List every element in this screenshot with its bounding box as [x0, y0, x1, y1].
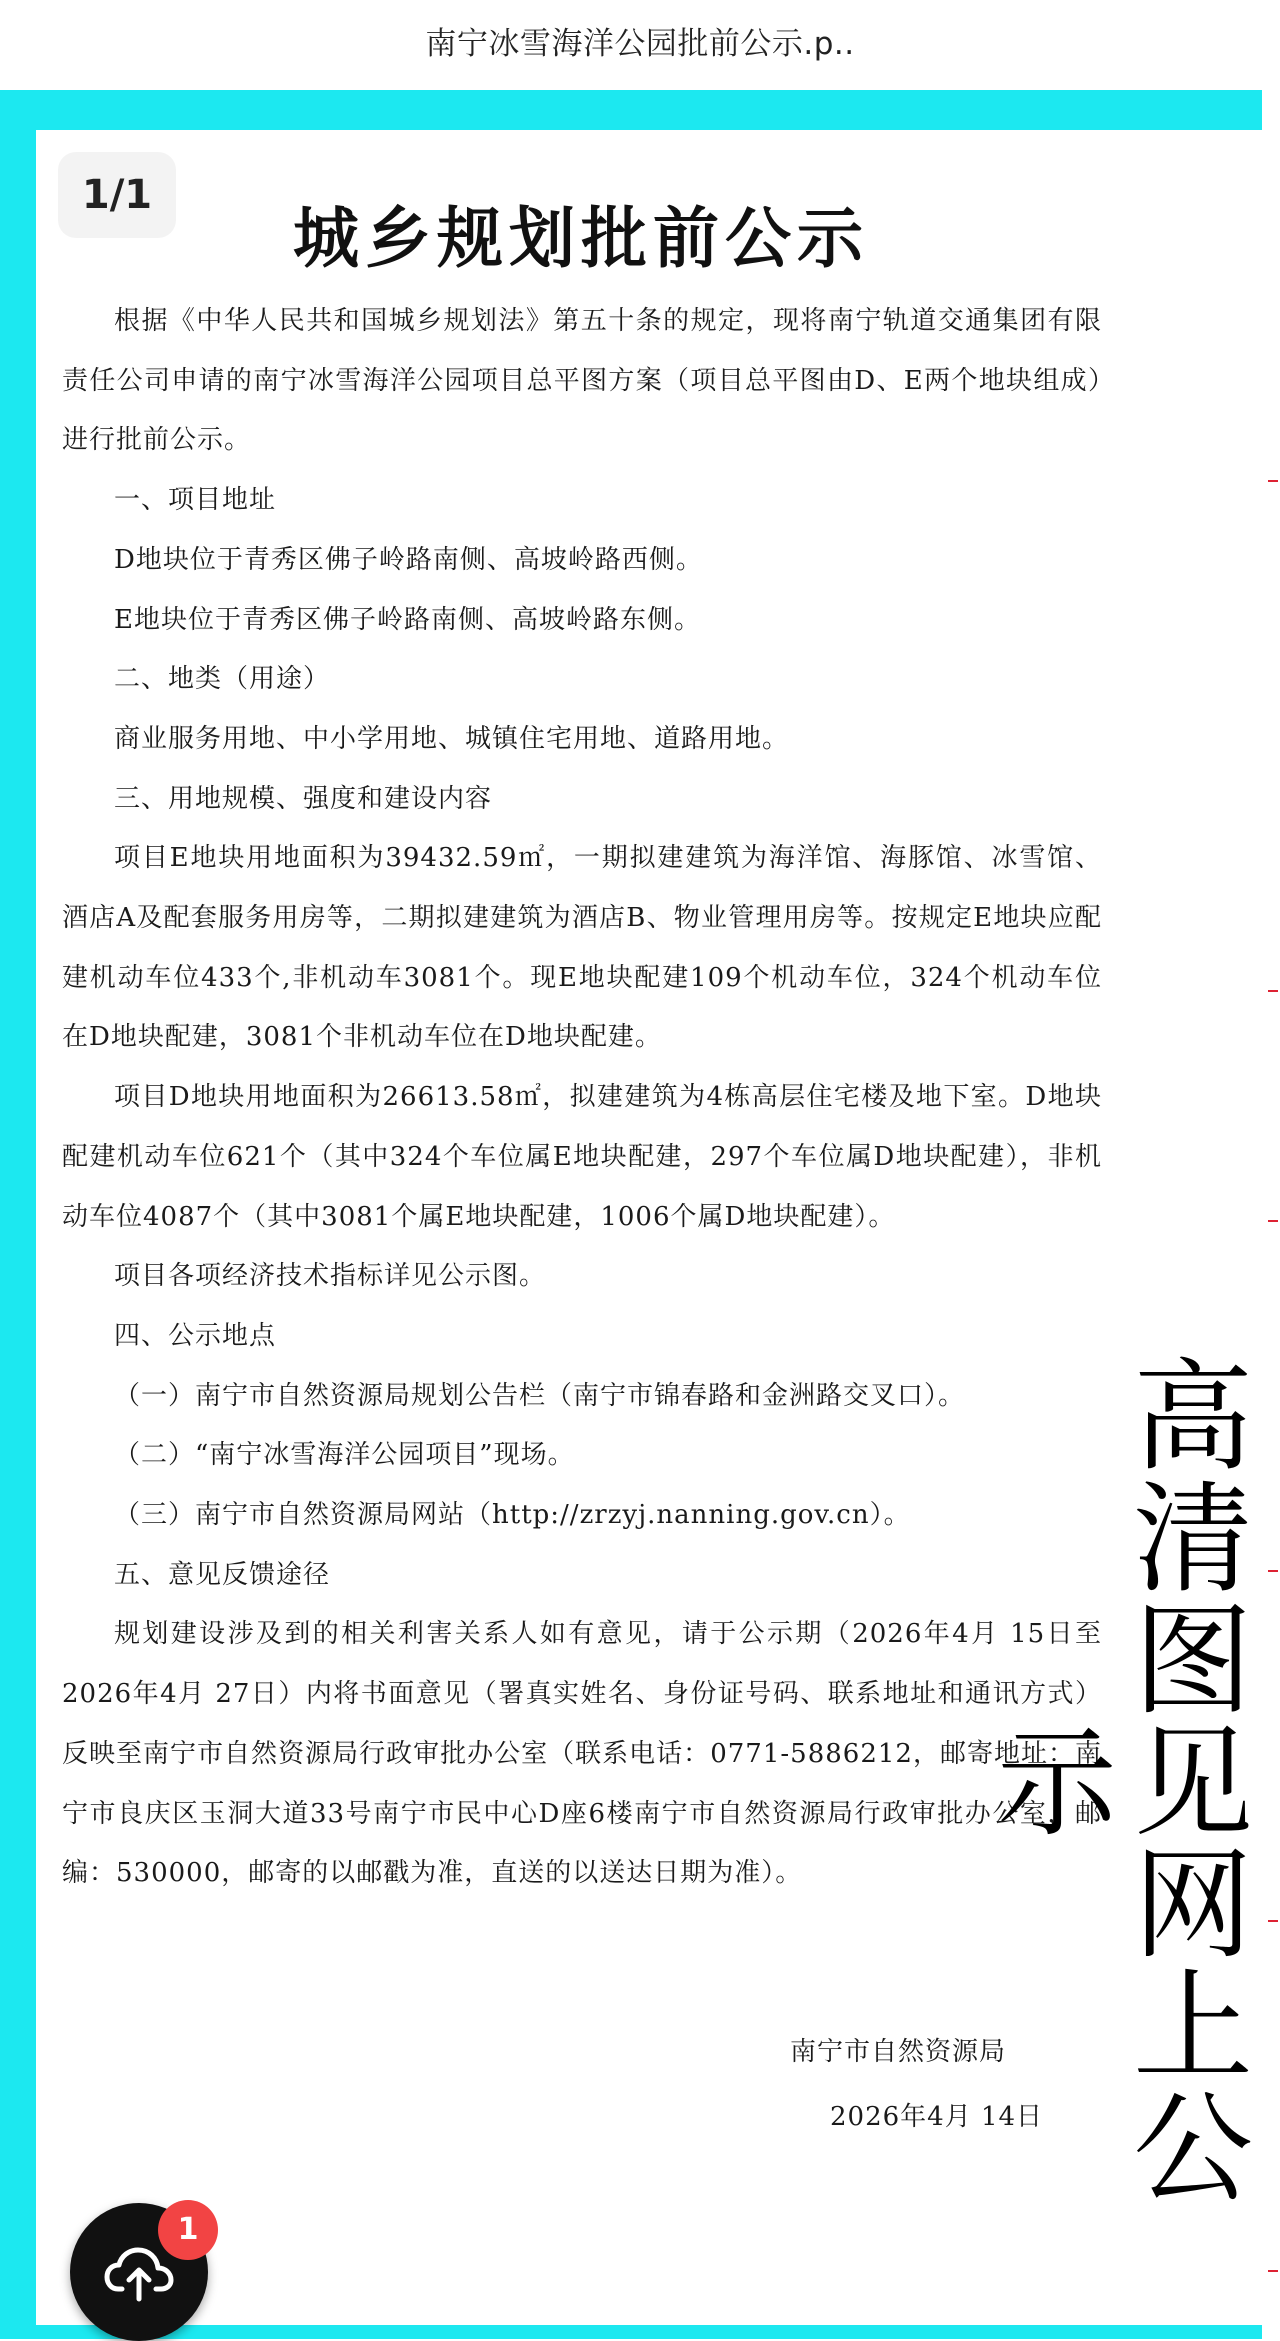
cloud-upload-icon: [104, 2241, 174, 2303]
signature-block: [790, 2032, 1070, 2137]
file-title[interactable]: 南宁冰雪海洋公园批前公示.p..: [425, 26, 855, 62]
watermark-text: 高清图见网上公示: [977, 1353, 1252, 2207]
document-body: [62, 292, 1102, 1904]
section2-heading: 二、地类（用途）: [114, 664, 331, 695]
section3-heading: 三、用地规模、强度和建设内容: [114, 783, 493, 814]
signature-date: 2026年4月 14日: [830, 2102, 1044, 2132]
section5-heading: 五、意见反馈途径: [114, 1559, 331, 1590]
section3-paragraph1: 项目E地块用地面积为39432.59㎡，一期拟建建筑为海洋馆、海豚馆、冰雪馆、酒店A及配套服务用房等，二期拟建建筑为酒店B、物业管理用房等。按规定E地块应配建机动车位433个,非机动车3081个。现E地块配建109个机动车位，324个机动车位在D地块配建，3081个非机动车位在D地块配建。: [62, 843, 1102, 1053]
section4-item1: （一）南宁市自然资源局规划公告栏（南宁市锦春路和金洲路交叉口）。: [114, 1380, 966, 1411]
section1-heading: 一、项目地址: [114, 485, 277, 516]
section4-item3: （三）南宁市自然资源局网站（http://zrzyj.nanning.gov.cn）。: [114, 1500, 911, 1531]
section3-paragraph2: 项目D地块用地面积为26613.58㎡，拟建建筑为4栋高层住宅楼及地下室。D地块配建机动车位621个（其中324个车位属E地块配建，297个车位属D地块配建），非机动车位4087个（其中3081个属E地块配建，1006个属D地块配建）。: [62, 1082, 1102, 1232]
intro-paragraph: 根据《中华人民共和国城乡规划法》第五十条的规定，现将南宁轨道交通集团有限责任公司申请的南宁冰雪海洋公园项目总平图方案（项目总平图由D、E两个地块组成）进行批前公示。: [62, 306, 1102, 456]
section5-text: 规划建设涉及到的相关利害关系人如有意见，请于公示期（2026年4月 15日至2026年4月 27日）内将书面意见（署真实姓名、身份证号码、联系地址和通讯方式）反映至南宁市自然资源局行政审批办公室（联系电话：0771-5886212，邮寄地址：南宁市良庆区玉洞大道33号南宁市民中心D座6楼南宁市自然资源局行政审批办公室，邮编：530000，邮寄的以邮戳为准，直送的以送达日期为准）。: [62, 1619, 1102, 1889]
adjacent-page-edge: [1262, 90, 1280, 2339]
signature-org: 南宁市自然资源局: [790, 2037, 1007, 2067]
document-title: 城乡规划批前公示: [293, 199, 869, 277]
section2-text: 商业服务用地、中小学用地、城镇住宅用地、道路用地。: [114, 723, 790, 754]
section3-paragraph3: 项目各项经济技术指标详见公示图。: [114, 1261, 547, 1292]
section1-line1: D地块位于青秀区佛子岭路南侧、高坡岭路西侧。: [114, 544, 703, 575]
section4-heading: 四、公示地点: [114, 1320, 277, 1351]
section1-line2: E地块位于青秀区佛子岭路南侧、高坡岭路东侧。: [114, 604, 701, 635]
top-bar: [0, 0, 1280, 91]
notification-badge: 1: [158, 2200, 218, 2260]
page-indicator: 1/1: [58, 152, 176, 238]
section4-item2: （二）“南宁冰雪海洋公园项目”现场。: [114, 1440, 575, 1471]
